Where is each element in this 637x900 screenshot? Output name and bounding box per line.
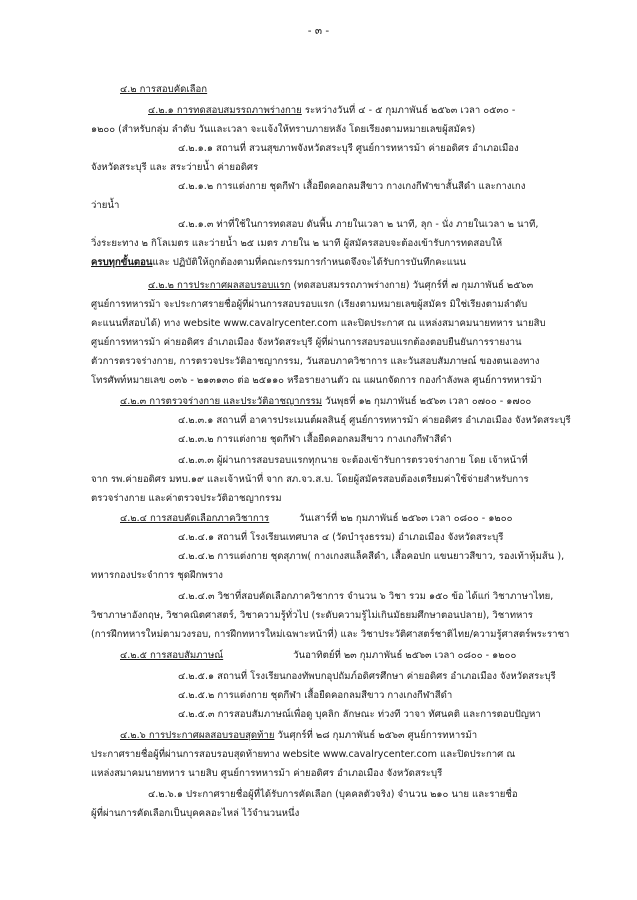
s425-heading: ๔.๒.๕ การสอบสัมภาษณ์	[120, 650, 224, 661]
s422-line-5: ตัวการตรวจร่างกาย, การตรวจประวัติอาชญากรรม, วันสอบภาควิชาการ และวันสอบสัมภาษณ์ ของตนเองทาง	[91, 356, 540, 367]
s421-item-3-line-2: วิ่งระยะทาง ๒ กิโลเมตร และว่ายน้ำ ๒๕ เมตร ภายใน ๒ นาที ผู้สมัครสอบจะต้องเข้ารับการทดสอบให้	[91, 238, 503, 249]
s426-line-1: ๔.๒.๖ การประกาศผลสอบรอบสุดท้าย วันศุกร์ที่ ๒๘ กุมภาพันธ์ ๒๕๖๓ ศูนย์การทหารม้า	[120, 730, 478, 741]
s424-item-3-line-2: วิชาภาษาอังกฤษ, วิชาคณิตศาสตร์, วิชาความรู้ทั่วไป (ระดับความรู้ไม่เกินมัธยมศึกษาตอนปลาย), วิชาทหาร	[91, 610, 533, 621]
s422-line-2: ศูนย์การทหารม้า จะประกาศรายชื่อผู้ที่ผ่านการสอบรอบแรก (เรียงตามหมายเลขผู้สมัคร มิใช่เรียงตามลำดับ	[91, 299, 528, 310]
s421-heading: ๔.๒.๑ การทดสอบสมรรถภาพร่างกาย	[148, 105, 302, 116]
s424-line-1: ๔.๒.๔ การสอบคัดเลือกภาควิชาการ วันเสาร์ที่ ๒๒ กุมภาพันธ์ ๒๕๖๓ เวลา ๐๘๐๐ - ๑๒๐๐	[120, 513, 513, 524]
s423-item-3-line-1: ๔.๒.๓.๓ ผู้ผ่านการสอบรอบแรกทุกนาย จะต้องเข้ารับการตรวจร่างกาย โดย เจ้าหน้าที่	[178, 455, 528, 466]
s426-line-2: ประกาศรายชื่อผู้ที่ผ่านการสอบรอบสุดท้ายทาง website www.cavalrycenter.com และปิดประกาศ ณ	[91, 749, 516, 760]
s422-line-6: โทรศัพท์หมายเลข ๐๓๖ - ๒๑๓๑๓๐ ต่อ ๒๕๑๑๐ หรือรายงานตัว ณ แผนกจัดการ กองกำลังพล ศูนย์การทหารม้า	[91, 375, 542, 386]
s421-item-2-line-2: ว่ายน้ำ	[91, 200, 120, 211]
s423-item-3-line-2: จาก รพ.ค่ายอดิศร มทบ.๑๙ และเจ้าหน้าที่ จาก สภ.จว.ส.บ. โดยผู้สมัครสอบต้องเตรียมค่าใช้จ่ายสำหรับการ	[91, 474, 529, 485]
s421-line-2: ๑๒๐๐ (สำหรับกลุ่ม ลำดับ วันและเวลา จะแจ้งให้ทราบภายหลัง โดยเรียงตามหมายเลขผู้สมัคร)	[91, 124, 476, 135]
s421-item-2-line-1: ๔.๒.๑.๒ การแต่งกาย ชุดกีฬา เสื้อยืดคอกลมสีขาว กางเกงกีฬาขาสั้นสีดำ และกางเกง	[178, 181, 526, 192]
s421-line-1: ๔.๒.๑ การทดสอบสมรรถภาพร่างกาย ระหว่างวันที่ ๔ - ๕ กุมภาพันธ์ ๒๕๖๓ เวลา ๐๕๓๐ -	[148, 105, 516, 116]
s425-line-1: ๔.๒.๕ การสอบสัมภาษณ์ วันอาทิตย์ที่ ๒๓ กุมภาพันธ์ ๒๕๖๓ เวลา ๐๘๐๐ - ๑๒๐๐	[120, 650, 517, 661]
s423-heading: ๔.๒.๓ การตรวจร่างกาย และประวัติอาชญากรรม	[120, 396, 323, 407]
s424-item-1: ๔.๒.๔.๑ สถานที่ โรงเรียนเทศบาล ๔ (วัดบำรุงธรรม) อำเภอเมือง จังหวัดสระบุรี	[178, 532, 504, 543]
section-4-2-title: ๔.๒ การสอบคัดเลือก	[120, 84, 208, 95]
s422-heading: ๔.๒.๒ การประกาศผลสอบรอบแรก	[148, 280, 291, 291]
s425-item-2: ๔.๒.๕.๒ การแต่งกาย ชุดกีฬา เสื้อยืดคอกลมสีขาว กางเกงกีฬาสีดำ	[178, 690, 453, 701]
page-number: - ๓ -	[307, 25, 330, 37]
s425-item-1: ๔.๒.๕.๑ สถานที่ โรงเรียนกองทัพบกอุปถัมภ์อดิศรศึกษา ค่ายอดิศร อำเภอเมือง จังหวัดสระบุรี	[178, 671, 556, 682]
s425-item-3: ๔.๒.๕.๓ การสอบสัมภาษณ์เพื่อดู บุคลิก ลักษณะ ท่วงที วาจา ทัศนคติ และการตอบปัญหา	[178, 709, 541, 720]
s424-item-2-line-1: ๔.๒.๔.๒ การแต่งกาย ชุดสุภาพ( กางเกงสแล็คสีดำ, เสื้อคอปก แขนยาวสีขาว, รองเท้าหุ้มส้น ),	[178, 551, 565, 562]
s422-line-1: ๔.๒.๒ การประกาศผลสอบรอบแรก (ทดสอบสมรรถภาพร่างกาย) วันศุกร์ที่ ๗ กุมภาพันธ์ ๒๕๖๓	[148, 280, 534, 291]
s422-line-3: คะแนนที่สอบได้) ทาง website www.cavalrycenter.com และปิดประกาศ ณ แหล่งสมาคมนายทหาร นายสิบ	[91, 318, 546, 329]
s423-item-2: ๔.๒.๓.๒ การแต่งกาย ชุดกีฬา เสื้อยืดคอกลมสีขาว กางเกงกีฬาสีดำ	[178, 434, 452, 445]
s421-item-1-line-2: จังหวัดสระบุรี และ สระว่ายน้ำ ค่ายอดิศร	[91, 162, 259, 173]
s424-item-3-line-3: (การฝึกทหารใหม่ตามวงรอบ, การฝึกทหารใหม่เฉพาะหน้าที่) และ วิชาประวัติศาสตร์ชาติไทย/ความรู้ศาสตร์พระราชา	[91, 629, 570, 640]
s421-item-3-line-1: ๔.๒.๑.๓ ท่าที่ใช้ในการทดสอบ ดันพื้น ภายในเวลา ๒ นาที, ลุก - นั่ง ภายในเวลา ๒ นาที,	[178, 219, 539, 230]
s421-item-3-line-3: ครบทุกขั้นตอนและ ปฏิบัติให้ถูกต้องตามที่คณะกรรมการกำหนดจึงจะได้รับการบันทึกคะแนน	[91, 257, 467, 268]
s426-item-1-line-1: ๔.๒.๖.๑ ประกาศรายชื่อผู้ที่ได้รับการคัดเลือก (บุคคลตัวจริง) จำนวน ๒๑๐ นาย และรายชื่อ	[148, 789, 518, 800]
s423-item-3-line-3: ตรวจร่างกาย และค่าตรวจประวัติอาชญากรรม	[91, 493, 282, 504]
emphasis-text: ครบทุกขั้นตอน	[91, 257, 153, 268]
s424-item-3-line-1: ๔.๒.๔.๓ วิชาที่สอบคัดเลือกภาควิชาการ จำนวน ๖ วิชา รวม ๑๕๐ ข้อ ได้แก่ วิชาภาษาไทย,	[178, 591, 554, 602]
s422-line-4: ศูนย์การทหารม้า ค่ายอดิศร อำเภอเมือง จังหวัดสระบุรี ผู้ที่ผ่านการสอบรอบแรกต้องตอบยืนยันการรายงาน	[91, 337, 522, 348]
s426-item-1-line-2: ผู้ที่ผ่านการคัดเลือกเป็นบุคคลอะไหล่ ไว้จำนวนหนึ่ง	[91, 808, 300, 819]
s424-heading: ๔.๒.๔ การสอบคัดเลือกภาควิชาการ	[120, 513, 270, 524]
s424-item-2-line-2: ทหารกองประจำการ ชุดฝึกพราง	[91, 570, 223, 581]
s426-heading: ๔.๒.๖ การประกาศผลสอบรอบสุดท้าย	[120, 730, 275, 741]
s423-line-1: ๔.๒.๓ การตรวจร่างกาย และประวัติอาชญากรรม วันพุธที่ ๑๒ กุมภาพันธ์ ๒๕๖๓ เวลา ๐๗๐๐ - ๑๗๐๐	[120, 396, 532, 407]
s423-item-1: ๔.๒.๓.๑ สถานที่ อาคารประเมนต์ผลสินธุ์ ศูนย์การทหารม้า ค่ายอดิศร อำเภอเมือง จังหวัดสระบุรี	[178, 415, 571, 426]
s421-item-1-line-1: ๔.๒.๑.๑ สถานที่ สวนสุขภาพจังหวัดสระบุรี ศูนย์การทหารม้า ค่ายอดิศร อำเภอเมือง	[178, 143, 519, 154]
s426-line-3: แหล่งสมาคมนายทหาร นายสิบ ศูนย์การทหารม้า ค่ายอดิศร อำเภอเมือง จังหวัดสระบุรี	[91, 768, 443, 779]
